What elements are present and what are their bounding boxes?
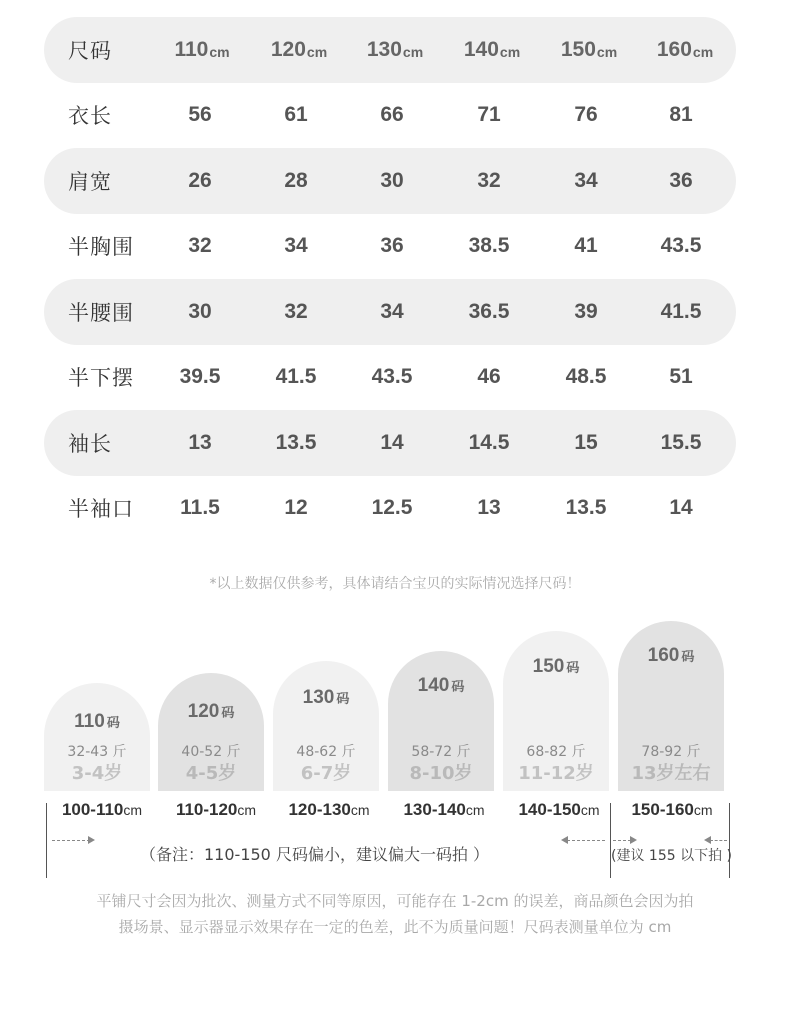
- table-cell: 15: [574, 430, 598, 454]
- header-size-cell: 140 cm: [463, 37, 521, 61]
- arch-weight: 40-52 斤: [181, 744, 241, 760]
- table-cell: 32: [477, 168, 501, 192]
- header-size-cell: 130 cm: [366, 37, 424, 61]
- footnote-line: 摄场景、显示器显示效果存在一定的色差，此不为质量问题！尺码表测量单位为 cm: [118, 918, 672, 936]
- height-range-label: 140-150cm: [518, 800, 600, 819]
- table-note: *以上数据仅供参考，具体请结合宝贝的实际情况选择尺码！: [209, 576, 581, 592]
- table-row: [44, 214, 736, 280]
- table-cell: 14.5: [468, 430, 510, 454]
- arch-age: 4-5岁: [185, 763, 237, 784]
- size-arch-140: [388, 651, 494, 791]
- bracket-line: [729, 803, 730, 878]
- table-cell: 41.5: [275, 365, 317, 389]
- table-cell: 11.5: [180, 496, 220, 520]
- arch-age: 3-4岁: [71, 763, 123, 784]
- table-cell: 12: [284, 496, 308, 520]
- table-cell: 51: [669, 365, 693, 389]
- table-cell: 66: [380, 103, 404, 127]
- table-header-row: [44, 17, 736, 83]
- height-range-label: 120-130cm: [288, 800, 370, 819]
- height-range-label: 130-140cm: [403, 800, 485, 819]
- table-row: [44, 345, 736, 411]
- size-arch-130: [273, 661, 379, 791]
- table-row: [44, 410, 736, 476]
- size-arch-160: [618, 621, 724, 791]
- dashed-arrow: [710, 840, 727, 841]
- height-range-label: 150-160cm: [631, 800, 713, 819]
- footnote-line: 平铺尺寸会因为批次、测量方式不同等原因，可能存在 1-2cm 的误差，商品颜色会因为拍: [96, 892, 694, 910]
- row-label: 半腰围: [68, 300, 134, 325]
- table-cell: 43.5: [660, 234, 702, 258]
- dashed-arrow: [613, 840, 631, 841]
- arrow-left-icon: [561, 836, 568, 844]
- size-arch-110: [44, 683, 150, 791]
- table-cell: 32: [284, 299, 308, 323]
- table-cell: 14: [669, 496, 693, 520]
- table-cell: 56: [188, 103, 212, 127]
- header-size-cell: 150 cm: [560, 37, 618, 61]
- table-cell: 71: [477, 103, 501, 127]
- table-cell: 61: [284, 103, 308, 127]
- table-cell: 38.5: [468, 234, 510, 258]
- table-cell: 26: [188, 168, 212, 192]
- table-row: [44, 83, 736, 149]
- table-cell: 30: [380, 168, 404, 192]
- row-label: 肩宽: [68, 169, 112, 194]
- table-cell: 39.5: [179, 365, 221, 389]
- bracket-line: [610, 803, 611, 878]
- table-cell: 13: [477, 496, 501, 520]
- table-row: [44, 279, 736, 345]
- table-cell: 15.5: [660, 430, 702, 454]
- row-label: 衣长: [68, 104, 112, 129]
- table-cell: 13.5: [275, 430, 317, 454]
- table-cell: 34: [380, 299, 404, 323]
- table-cell: 32: [188, 234, 212, 258]
- table-cell: 28: [284, 168, 308, 192]
- row-label: 半下摆: [68, 366, 134, 391]
- arrow-left-icon: [704, 836, 711, 844]
- header-size-cell: 160 cm: [656, 37, 714, 61]
- table-cell: 76: [574, 103, 598, 127]
- size-table: [44, 17, 736, 541]
- table-row: [44, 476, 736, 542]
- header-size-cell: 110 cm: [174, 37, 230, 61]
- arch-weight: 48-62 斤: [296, 744, 356, 760]
- arch-size-label: 140 码: [417, 675, 465, 696]
- arch-size-label: 110 码: [74, 711, 120, 732]
- table-cell: 36.5: [468, 299, 510, 323]
- arch-age: 11-12岁: [518, 763, 594, 784]
- table-cell: 48.5: [565, 365, 607, 389]
- bracket-line: [46, 803, 47, 878]
- arch-size-label: 160 码: [647, 645, 695, 666]
- table-cell: 36: [669, 168, 693, 192]
- footnote: [0, 888, 790, 940]
- row-label: 袖长: [68, 431, 112, 456]
- arrow-right-icon: [630, 836, 637, 844]
- arch-size-label: 150 码: [532, 656, 580, 677]
- header-size-cell: 120 cm: [270, 37, 328, 61]
- table-cell: 13.5: [565, 496, 607, 520]
- arch-age: 6-7岁: [300, 763, 352, 784]
- arch-size-label: 120 码: [187, 701, 235, 722]
- arch-weight: 68-82 斤: [526, 744, 586, 760]
- arch-weight: 32-43 斤: [67, 744, 127, 760]
- table-cell: 43.5: [371, 365, 413, 389]
- row-label: 半胸围: [68, 235, 134, 260]
- table-row: [44, 148, 736, 214]
- arrow-right-icon: [88, 836, 95, 844]
- row-label: 半袖口: [68, 497, 134, 522]
- table-cell: 30: [188, 299, 212, 323]
- arch-weight: 78-92 斤: [641, 744, 701, 760]
- arch-weight: 58-72 斤: [411, 744, 471, 760]
- table-cell: 13: [188, 430, 212, 454]
- table-cell: 41.5: [660, 299, 702, 323]
- size-remark: （备注：110-150 尺码偏小，建议偏大一码拍 ）: [140, 845, 490, 864]
- row-label: 尺码: [68, 38, 112, 63]
- dashed-arrow: [52, 840, 90, 841]
- table-cell: 34: [284, 234, 308, 258]
- table-cell: 81: [669, 103, 693, 127]
- arch-size-label: 130 码: [302, 687, 350, 708]
- table-cell: 34: [574, 168, 598, 192]
- size-arch-120: [158, 673, 264, 791]
- arch-age: 13岁左右: [631, 763, 711, 784]
- table-cell: 14: [380, 430, 404, 454]
- table-cell: 46: [477, 365, 501, 389]
- table-cell: 12.5: [371, 496, 413, 520]
- table-cell: 41: [574, 234, 598, 258]
- height-range-label: 110-120cm: [175, 800, 257, 819]
- height-range-label: 100-110cm: [61, 800, 143, 819]
- arch-age: 8-10岁: [409, 763, 473, 784]
- dashed-arrow: [567, 840, 605, 841]
- height-suggestion: (建议 155 以下拍 ): [611, 848, 732, 864]
- table-cell: 36: [380, 234, 404, 258]
- size-arch-150: [503, 631, 609, 791]
- table-cell: 39: [574, 299, 598, 323]
